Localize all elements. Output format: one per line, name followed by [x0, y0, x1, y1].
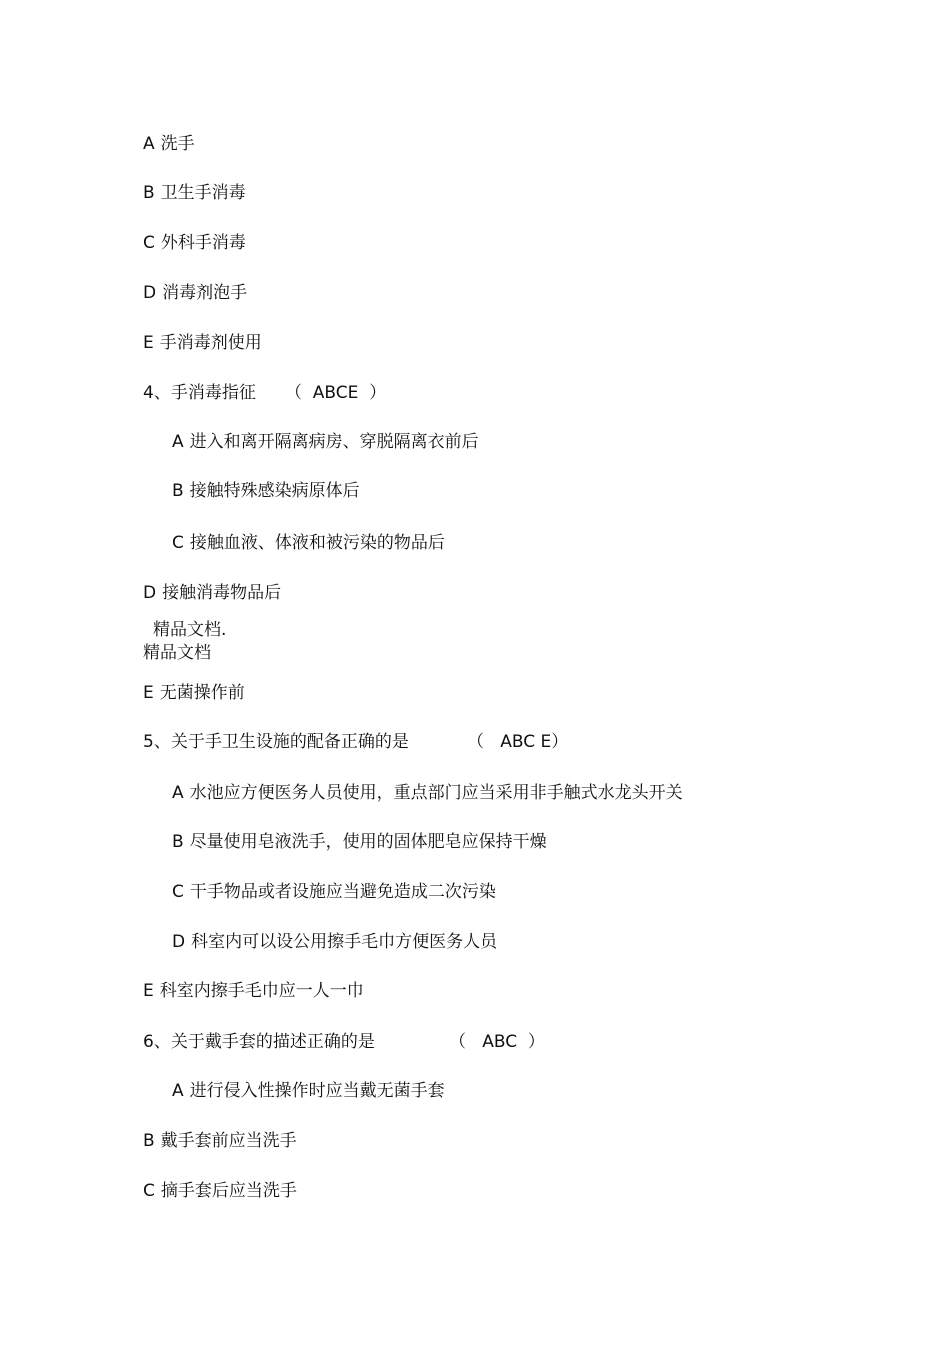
option-line	[143, 582, 281, 604]
option-key: B	[143, 183, 155, 203]
option-text: 接触特殊感染病原体后	[189, 481, 360, 501]
question-number: 4、	[143, 383, 171, 403]
answer-text: （ ABCE ）	[285, 383, 387, 403]
option-key: C	[143, 233, 155, 253]
option-key: D	[143, 583, 157, 603]
option-text: 手消毒剂使用	[159, 333, 262, 353]
option-text: 进行侵入性操作时应当戴无菌手套	[189, 1081, 445, 1101]
option-key: A	[172, 783, 184, 803]
option-key: B	[143, 1131, 155, 1151]
option-line	[172, 831, 547, 853]
option-line	[172, 1080, 445, 1102]
option-text: 卫生手消毒	[160, 183, 246, 203]
option-line	[172, 881, 496, 903]
option-line	[172, 431, 479, 453]
option-key: A	[143, 134, 155, 154]
option-text: 干手物品或者设施应当避免造成二次污染	[189, 882, 496, 902]
option-text: 科室内可以设公用擦手毛巾方便医务人员	[191, 932, 498, 952]
question-line	[143, 1031, 545, 1053]
option-text: 进入和离开隔离病房、穿脱隔离衣前后	[189, 432, 479, 452]
answer-text: （ ABC E）	[467, 732, 569, 752]
option-text: 戴手套前应当洗手	[160, 1131, 297, 1151]
question-line	[143, 382, 387, 404]
option-line	[143, 980, 364, 1002]
header-watermark: 精品文档	[143, 643, 211, 663]
option-text: 尽量使用皂液洗手，使用的固体肥皂应保持干燥	[189, 832, 547, 852]
option-line	[143, 182, 246, 204]
option-key: D	[143, 283, 157, 303]
option-line	[143, 232, 246, 254]
question-number: 5、	[143, 732, 171, 752]
question-text: 手消毒指征	[170, 383, 256, 403]
question-line	[143, 731, 569, 753]
option-key: C	[143, 1181, 155, 1201]
option-key: A	[172, 1081, 184, 1101]
question-number: 6、	[143, 1032, 171, 1052]
question-text: 关于戴手套的描述正确的是	[170, 1032, 375, 1052]
option-text: 科室内擦手毛巾应一人一巾	[159, 981, 364, 1001]
option-text: 外科手消毒	[160, 233, 246, 253]
option-key: D	[172, 932, 186, 952]
option-text: 接触消毒物品后	[162, 583, 282, 603]
option-key: B	[172, 832, 184, 852]
option-line	[143, 282, 247, 304]
option-line	[143, 682, 245, 704]
answer-text: （ ABC ）	[449, 1032, 545, 1052]
option-line	[143, 1130, 297, 1152]
option-line	[172, 532, 445, 554]
footer-watermark: 精品文档.	[153, 620, 227, 640]
option-line	[143, 133, 195, 155]
option-line	[143, 1180, 297, 1202]
option-line	[172, 782, 683, 804]
option-line	[172, 480, 360, 502]
option-key: A	[172, 432, 184, 452]
option-key: C	[172, 533, 184, 553]
option-line	[143, 332, 262, 354]
option-text: 消毒剂泡手	[162, 283, 248, 303]
option-text: 洗手	[160, 134, 195, 154]
option-line	[172, 931, 497, 953]
option-text: 接触血液、体液和被污染的物品后	[189, 533, 445, 553]
option-key: E	[143, 333, 154, 353]
option-text: 无菌操作前	[159, 683, 245, 703]
option-text: 摘手套后应当洗手	[160, 1181, 297, 1201]
option-text: 水池应方便医务人员使用，重点部门应当采用非手触式水龙头开关	[189, 783, 683, 803]
question-text: 关于手卫生设施的配备正确的是	[170, 732, 409, 752]
option-key: C	[172, 882, 184, 902]
option-key: B	[172, 481, 184, 501]
option-key: E	[143, 981, 154, 1001]
option-key: E	[143, 683, 154, 703]
